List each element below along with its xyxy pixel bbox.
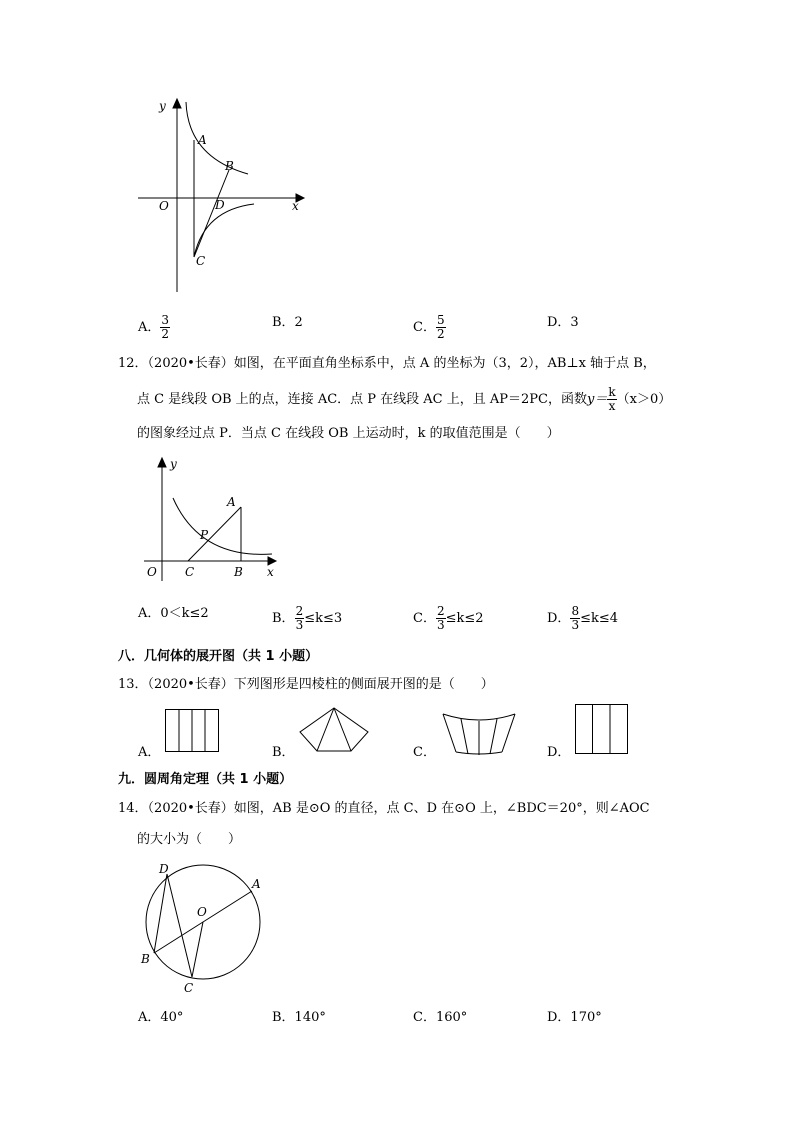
q11-option-c[interactable] <box>413 314 446 341</box>
label-y: y <box>170 457 177 471</box>
fraction: $\frac{2}{3}$ <box>295 604 304 632</box>
q14-option-d[interactable]: D．170° <box>547 1010 602 1025</box>
label-x: x <box>292 199 299 213</box>
q12-option-a[interactable]: A．0＜k≤2 <box>138 606 209 621</box>
label-C: C <box>185 565 195 579</box>
fraction: $\frac{5}{2}$ <box>436 313 445 341</box>
q12-stem-line3: 的图象经过点 P．当点 C 在线段 OB 上运动时，k 的取值范围是（ ） <box>137 426 560 441</box>
radius-OC <box>192 922 203 977</box>
upper-curve <box>186 102 248 174</box>
label-A: A <box>198 133 207 147</box>
q14-option-c[interactable]: C．160° <box>413 1010 468 1025</box>
label-C: C <box>196 254 206 268</box>
q11-option-b[interactable]: B．2 <box>272 315 303 330</box>
label-D: D <box>159 862 169 876</box>
segment-AC <box>188 507 241 561</box>
q14-figure <box>134 858 270 998</box>
fraction: $\frac{8}{3}$ <box>571 604 580 632</box>
q14-option-b[interactable]: B．140° <box>272 1010 326 1025</box>
y-axis-arrow <box>158 458 166 467</box>
diameter-AB <box>154 891 252 953</box>
label-y: y <box>159 99 166 113</box>
q13-option-b-figure[interactable] <box>297 705 371 755</box>
section-heading-8: 八．几何体的展开图（共 1 小题） <box>118 649 319 664</box>
q13-option-b-label[interactable]: B． <box>272 745 295 760</box>
label-D: D <box>215 198 225 212</box>
q12-figure <box>140 455 290 585</box>
fraction: $\frac{3}{2}$ <box>161 313 170 341</box>
y-axis-arrow <box>173 99 181 108</box>
chord-DC <box>167 874 192 977</box>
q14-stem-line1: 14．（2020•长春）如图，AB 是⊙O 的直径，点 C、D 在⊙O 上，∠BDC＝20°，则∠AOC <box>118 801 650 816</box>
q12-stem-line2: 点 C 是线段 OB 上的点，连接 AC．点 P 在线段 AC 上，且 AP＝2PC，函数y＝ $\frac{k}{x}$ （x＞0） <box>137 385 672 413</box>
q12-option-d[interactable]: D． $\frac{8}{3}$ ≤k≤4 <box>547 604 619 632</box>
q13-option-a-label[interactable]: A． <box>138 745 161 760</box>
q11-option-a[interactable] <box>138 314 170 341</box>
q11-option-d[interactable]: D．3 <box>547 315 579 330</box>
q13-option-c-figure[interactable] <box>440 708 518 756</box>
func-fraction: $\frac{k}{x}$ <box>608 385 616 413</box>
x-axis-arrow <box>268 557 276 565</box>
label-B: B <box>225 159 234 173</box>
q14-stem-line2: 的大小为（ ） <box>137 832 242 847</box>
q13-option-c-label[interactable]: C． <box>413 745 436 760</box>
q13-option-d-label[interactable]: D． <box>547 745 571 760</box>
label-P: P <box>200 528 209 542</box>
q14-option-a[interactable]: A．40° <box>138 1010 184 1025</box>
q13-option-a-figure[interactable] <box>163 707 223 755</box>
q12-stem-line1: 12．（2020•长春）如图，在平面直角坐标系中，点 A 的坐标为（3，2），AB⊥x 轴于点 B， <box>118 356 656 371</box>
q11-figure <box>128 92 308 300</box>
q13-option-d-figure[interactable] <box>573 702 631 756</box>
label-B: B <box>234 565 243 579</box>
label-B: B <box>141 952 150 966</box>
label-O: O <box>159 199 169 213</box>
section-heading-9: 九．圆周角定理（共 1 小题） <box>118 772 293 787</box>
chord-DB <box>154 874 167 953</box>
label-O: O <box>197 905 207 919</box>
label-A: A <box>252 877 261 891</box>
q12-option-b[interactable]: B． $\frac{2}{3}$ ≤k≤3 <box>272 604 343 632</box>
label-C: C <box>184 981 194 995</box>
option-label: A． <box>138 320 161 335</box>
q13-stem: 13．（2020•长春）下列图形是四棱柱的侧面展开图的是（ ） <box>118 677 494 692</box>
label-x: x <box>267 565 274 579</box>
fraction: $\frac{2}{3}$ <box>436 604 445 632</box>
label-A: A <box>227 495 236 509</box>
label-O: O <box>147 565 157 579</box>
option-label: C． <box>413 320 436 335</box>
q12-option-c[interactable]: C． $\frac{2}{3}$ ≤k≤2 <box>413 604 484 632</box>
